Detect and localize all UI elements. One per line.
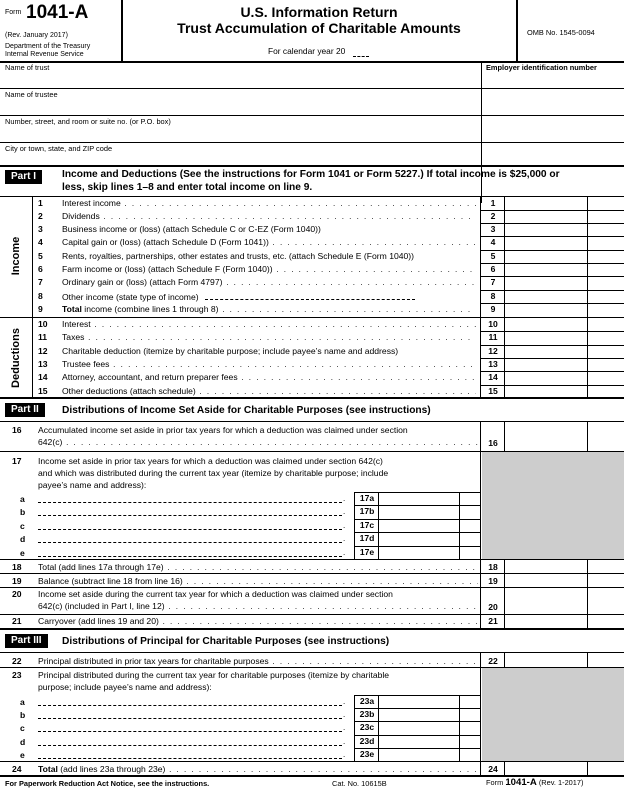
line-12-label (62, 345, 476, 358)
line-10-amount[interactable] (505, 318, 587, 331)
line-6-box-label: 6 (490, 264, 496, 274)
line-15-text: Other deductions (attach schedule) (62, 386, 196, 396)
line-21-amount[interactable] (505, 615, 587, 628)
line-9-label (62, 303, 476, 316)
city-label: City or town, state, and ZIP code (5, 144, 113, 153)
line-7-box-label: 7 (490, 277, 496, 287)
line-17-item-box-label: 17c (359, 519, 375, 530)
line-9-bold-text: Total (62, 304, 82, 314)
line-17-item-letter: d (20, 534, 26, 545)
line-14-number: 14 (38, 372, 48, 382)
line-8-label (62, 290, 476, 304)
line-23-item-amount[interactable] (379, 695, 459, 708)
line-17-item-box-label: 17d (359, 533, 375, 544)
line-23-item-input[interactable] (38, 758, 342, 759)
line-15-box-label: 15 (488, 386, 498, 396)
line-12-box-label: 12 (488, 346, 498, 356)
line-17-item-input[interactable] (38, 529, 342, 530)
line-20-text-2: 642(c) (included in Part I, line 12) (38, 601, 165, 611)
part-1-title-1: Income and Deductions (See the instructions for Form 1041 or Form 5227.) If total income is $25,000 or (62, 169, 560, 180)
footer-form-prefix: Form (486, 778, 504, 787)
line-23-item-amount[interactable] (379, 708, 459, 721)
line-24-amount[interactable] (505, 762, 587, 775)
line-23-number: 23 (12, 670, 22, 680)
form-title-1: U.S. Information Return (240, 4, 398, 20)
line-17-item-input[interactable] (38, 502, 342, 503)
line-24-number: 24 (12, 764, 22, 774)
line-16-number: 16 (12, 425, 22, 435)
line-12-amount[interactable] (505, 345, 587, 358)
part-1-title-2: less, skip lines 1–8 and enter total income on line 9. (62, 182, 313, 193)
line-8-number: 8 (38, 291, 43, 301)
line-5-number: 5 (38, 251, 43, 261)
line-13-label (62, 358, 476, 371)
footer-form-id (486, 777, 583, 789)
line-4-box-label: 4 (490, 237, 496, 247)
line-15-amount[interactable] (505, 385, 587, 397)
line-9-amount[interactable] (505, 303, 587, 317)
calendar-year-input[interactable] (353, 56, 369, 57)
line-17-item-box-label: 17e (359, 546, 375, 557)
line-17-item-amount[interactable] (379, 492, 459, 505)
line-16-text-2: 642(c) (38, 437, 63, 447)
line-23-item-letter: e (20, 749, 25, 760)
calendar-year-label: For calendar year 20 (268, 46, 346, 56)
line-10-number: 10 (38, 319, 48, 329)
form-prefix: Form (5, 9, 22, 16)
line-18-text: Total (add lines 17a through 17e) (38, 562, 164, 572)
line-12-text: Charitable deduction (itemize by charitable purpose; include payee’s name and address) (62, 346, 399, 356)
line-23-item-input[interactable] (38, 745, 342, 746)
line-21-text: Carryover (add lines 19 and 20) (38, 616, 159, 626)
line-17-text-3: payee’s name and address): (38, 480, 147, 490)
line-5-label (62, 250, 476, 263)
line-17-item-amount[interactable] (379, 532, 459, 545)
line-17-item-input[interactable] (38, 556, 342, 557)
name-of-trust-field[interactable] (0, 62, 480, 88)
line-22-box-label: 22 (488, 656, 498, 666)
line-17-text-1: Income set aside in prior tax years for which a deduction was claimed under section 642(c) (38, 456, 383, 466)
line-6-number: 6 (38, 264, 43, 274)
line-20-text-1: Income set aside during the current tax year for which a deduction was claimed under section (38, 589, 393, 599)
line-11-label (62, 331, 476, 344)
line-13-amount[interactable] (505, 358, 587, 371)
line-7-text: Ordinary gain or (loss) (attach Form 4797) (62, 277, 223, 287)
ein-field[interactable] (482, 72, 624, 88)
line-22-number: 22 (12, 656, 22, 666)
line-16-box-label: 16 (488, 438, 498, 448)
line-13-text: Trustee fees (62, 359, 110, 369)
line-6-label (62, 263, 476, 276)
line-17-item-amount[interactable] (379, 505, 459, 518)
line-3-number: 3 (38, 224, 43, 234)
line-1-box-label: 1 (490, 198, 496, 208)
line-23-item-letter: b (20, 710, 26, 721)
line-13-number: 13 (38, 359, 48, 369)
line-20-number: 20 (12, 589, 22, 599)
line-17-item-input[interactable] (38, 542, 342, 543)
line-14-box-label: 14 (488, 372, 498, 382)
line-23-item-box-label: 23c (359, 722, 375, 733)
line-5-box-label: 5 (490, 251, 496, 261)
line-5-text: Rents, royalties, partnerships, other estates and trusts, etc. (attach Schedule E (Form 1040)) (62, 251, 415, 261)
line-4-text: Capital gain or (loss) (attach Schedule D (Form 1041)) (62, 237, 269, 247)
line-14-amount[interactable] (505, 371, 587, 385)
income-section-label: Income (10, 236, 22, 276)
line-23-shaded-area (482, 668, 624, 761)
line-3-box-label: 3 (490, 224, 496, 234)
line-12-number: 12 (38, 346, 48, 356)
line-1-number: 1 (38, 198, 43, 208)
footer-paperwork-notice: For Paperwork Reduction Act Notice, see the instructions. (5, 779, 210, 788)
line-17-item-letter: b (20, 507, 26, 518)
footer-rev: (Rev. 1-2017) (538, 778, 584, 787)
line-2-label (62, 210, 476, 223)
line-1-text: Interest income (62, 198, 121, 208)
line-17-item-letter: a (20, 494, 25, 504)
line-1-label (62, 197, 476, 210)
line-17-item-letter: c (20, 520, 25, 531)
form-number: 1041-A (26, 2, 89, 23)
line-13-box-label: 13 (488, 359, 498, 369)
line-4-amount[interactable] (505, 236, 587, 250)
line-21-number: 21 (12, 616, 22, 626)
line-24-box-label: 24 (488, 764, 498, 774)
line-9-text: income (combine lines 1 through 8) (81, 304, 219, 314)
line-15-number: 15 (38, 386, 48, 396)
irs-service: Internal Revenue Service (5, 51, 84, 58)
line-11-amount[interactable] (505, 331, 587, 345)
line-20-box-label: 20 (488, 602, 498, 612)
line-23-item-input[interactable] (38, 718, 342, 719)
line-23-item-amount[interactable] (379, 748, 459, 761)
line-14-label (62, 371, 476, 384)
line-6-amount[interactable] (505, 263, 587, 276)
line-17-item-amount[interactable] (379, 546, 459, 559)
footer-cat-number: Cat. No. 10615B (332, 779, 387, 788)
line-23-item-box-label: 23e (359, 748, 375, 759)
deductions-section-label: Deductions (10, 328, 22, 388)
line-9-box-label: 9 (490, 304, 496, 314)
line-24-bold-text: Total (38, 764, 58, 774)
line-23-item-letter: d (20, 736, 26, 747)
line-7-number: 7 (38, 277, 43, 287)
line-11-text: Taxes (62, 332, 85, 342)
line-23-item-amount[interactable] (379, 721, 459, 734)
name-of-trustee-field[interactable] (0, 89, 480, 115)
part-2-label: Part II (5, 403, 45, 417)
line-7-amount[interactable] (505, 276, 587, 290)
line-10-box-label: 10 (488, 319, 498, 329)
city-field[interactable] (0, 143, 480, 165)
line-23-item-letter: a (20, 697, 25, 707)
line-11-box-label: 11 (488, 332, 498, 342)
line-23-item-box-label: 23d (359, 735, 375, 746)
ein-label: Employer identification number (486, 63, 597, 72)
line-8-type-input[interactable] (205, 290, 415, 300)
line-22-text: Principal distributed in prior tax years for charitable purposes (38, 656, 269, 666)
line-23-item-input[interactable] (38, 705, 342, 706)
street-label: Number, street, and room or suite no. (or P.O. box) (5, 117, 171, 126)
name-of-trust-label: Name of trust (5, 63, 50, 72)
line-8-amount[interactable] (505, 290, 587, 303)
part-2-title: Distributions of Income Set Aside for Charitable Purposes (see instructions) (62, 405, 431, 416)
line-2-text: Dividends (62, 211, 100, 221)
line-18-amount[interactable] (505, 560, 587, 573)
line-14-text: Attorney, accountant, and return preparer fees (62, 372, 238, 382)
line-6-text: Farm income or (loss) (attach Schedule F (Form 1040)) (62, 264, 273, 274)
line-10-text: Interest (62, 319, 91, 329)
line-2-amount[interactable] (505, 210, 587, 223)
line-17-shaded-area (482, 452, 624, 559)
form-title-2: Trust Accumulation of Charitable Amounts (177, 20, 461, 36)
line-17-item-letter: e (20, 547, 25, 558)
line-20-amount[interactable] (505, 588, 587, 614)
line-1-amount[interactable] (505, 197, 587, 210)
line-17-item-amount[interactable] (379, 519, 459, 532)
line-16-text-1: Accumulated income set aside in prior tax years for which a deduction was claimed under section (38, 425, 408, 435)
line-8-box-label: 8 (490, 291, 496, 301)
line-4-label (62, 236, 476, 249)
line-7-label (62, 276, 476, 289)
line-23-item-letter: c (20, 723, 25, 734)
line-22-amount[interactable] (505, 653, 587, 667)
line-3-text: Business income or (loss) (attach Schedule C or C-EZ (Form 1040)) (62, 224, 321, 234)
line-17-number: 17 (12, 456, 22, 466)
part-3-label: Part III (5, 634, 48, 648)
line-19-text: Balance (subtract line 18 from line 16) (38, 576, 183, 586)
line-19-amount[interactable] (505, 574, 587, 587)
line-3-amount[interactable] (505, 223, 587, 236)
line-5-amount[interactable] (505, 250, 587, 263)
line-4-number: 4 (38, 237, 43, 247)
line-9-number: 9 (38, 304, 43, 314)
line-3-label (62, 223, 476, 236)
line-11-number: 11 (38, 332, 48, 342)
line-23-item-box-label: 23b (359, 709, 375, 720)
part-3-title: Distributions of Principal for Charitable Purposes (see instructions) (62, 636, 390, 647)
line-8-text: Other income (state type of income) (62, 292, 199, 302)
line-23-text-1: Principal distributed during the current tax year for charitable purposes (itemize by charitable (38, 670, 390, 680)
line-23-item-box-label: 23a (359, 696, 375, 706)
line-2-number: 2 (38, 211, 43, 221)
line-18-number: 18 (12, 562, 22, 572)
name-of-trustee-label: Name of trustee (5, 90, 58, 99)
line-17-item-box-label: 17b (359, 506, 375, 517)
line-10-label (62, 318, 476, 331)
omb-number: OMB No. 1545-0094 (527, 28, 595, 37)
line-17-text-2: and which was distributed during the current tax year (itemize by charitable purpose; include (38, 468, 389, 478)
line-23-text-2: purpose; include payee’s name and address): (38, 682, 212, 692)
line-18-box-label: 18 (488, 562, 498, 572)
department: Department of the Treasury (5, 43, 91, 50)
line-19-box-label: 19 (488, 576, 498, 586)
line-23-item-amount[interactable] (379, 735, 459, 748)
footer-form-number: 1041-A (505, 777, 537, 788)
line-24-text: (add lines 23a through 23e) (57, 764, 166, 774)
line-17-item-input[interactable] (38, 515, 342, 516)
line-19-number: 19 (12, 576, 22, 586)
line-16-amount[interactable] (505, 422, 587, 450)
line-23-item-input[interactable] (38, 731, 342, 732)
line-21-box-label: 21 (488, 616, 498, 626)
line-17-item-box-label: 17a (359, 493, 375, 503)
line-2-box-label: 2 (490, 211, 496, 221)
revision-date: (Rev. January 2017) (5, 32, 68, 39)
part-1-label: Part I (5, 170, 42, 184)
street-field[interactable] (0, 116, 480, 142)
form-1041a-page: Form 1041-A (Rev. January 2017) Department of the Treasury Internal Revenue Service U.S. Information Return Trust Accumulation of Charitable Amounts For calendar year 20 OMB No. 1545-0094 Name of trust Employer identification number Name of trustee Number, street, and room or suite no. (or P.O. box) City or town, state, and ZIP code Part I Income and Deductions (See the instructions for Form 1041 or Form 5227.) If total income is $25,000 or less, skip lines 1–8 and enter total income on line 9. Income Deductions 1 Interest income . . . 1 2 Dividends . . . 2 3 Business income or (loss) (attach Schedule C or C-EZ (Form 1040)) 3 4 Capital gain or (loss) (attach Schedule D (Form 1041)) . . . 4 5 Rents, royalties, partnerships, other estates and trusts, etc. (attach Schedule E (Form 1040)) 5 6 Farm income or (loss) (attach Schedule F (Form 1040)) . . . 6 7 Ordinary gain or (loss) (attach Form 4797) . . . 7 8 Other income (state type of income) 8 9 Total income (combine lines 1 through 8) . . . 9 10 Interest . . . 10 11 Taxes . . . 11 12 Charitable deduction (itemize by charitable purpose; include payee’s name and address) 12 13 Trustee fees . . . 13 14 Attorney, accountant, and return preparer fees . . . 14 15 Other deductions (attach schedule) . . . 15 Part II Distributions of Income Set Aside for Charitable Purposes (see instructions) 16 Accumulated income set aside in prior tax years for which a deduction was claimed under section 642(c) . . . 16 17 Income set aside in prior tax years for which a deduction was claimed under section 642(c) and which was distributed during the current tax year (itemize by charitable purpose; include payee’s name and address): a . 17a b . 17b c . 17c d . 17d e . 17e 18 Total (add lines 17a through 17e) . . . 18 19 Balance (subtract line 18 from line 16) . . . 19 20 Income set aside during the current tax year for which a deduction was claimed under section 642(c) (included in Part I, line 12) . . . 20 21 Carryover (add lines 19 and 20) . . . 21 Part III Distributions of Principal for Charitable Purposes (see instructions) 22 Principal distributed in prior tax years for charitable purposes . . . 22 23 Principal distributed during the current tax year for charitable purposes (itemize by charitable purpose; include payee’s name and address): a . 23a b . 23b c . 23c d . 23d e . 23e 24 Total (add lines 23a through 23e) . . . 24 For Paperwork Reduction Act Notice, see the instructions. Cat. No. 10615B Form 1041-A (Rev. 1-2017) (0, 0, 624, 790)
